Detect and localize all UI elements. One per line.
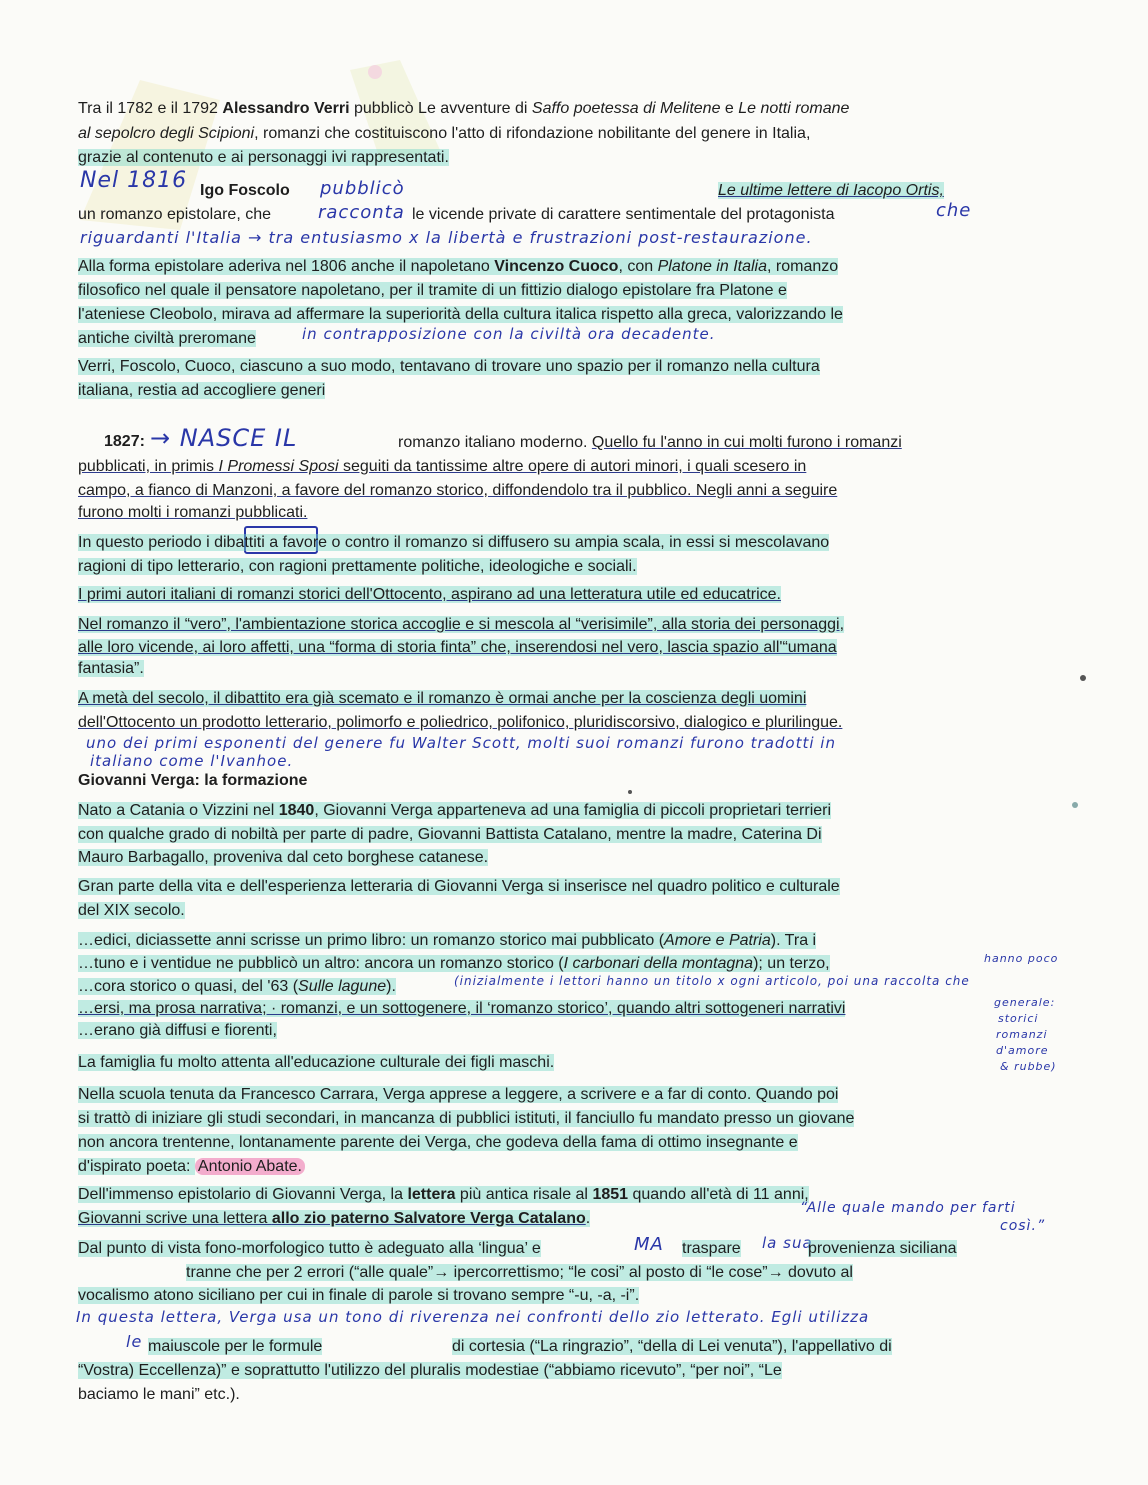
p7-line1 [78, 584, 988, 606]
text: Nato a Catania o Vizzini nel [78, 802, 279, 819]
text: romanzo italiano moderno. [398, 434, 592, 451]
handwritten-pubblico: pubblicò [320, 178, 405, 199]
text: Quello fu l'anno in cui molti furono i romanzi [591, 434, 902, 451]
name-highlight: Antonio Abate. [195, 1158, 305, 1175]
text: di cortesia (“La ringrazio”, “della di Lei venuta”), l'appellativo di [452, 1338, 892, 1355]
text: La famiglia fu molto attenta all'educazione culturale dei figli maschi. [78, 1054, 555, 1071]
text: I primi autori italiani di romanzi storici dell'Ottocento, aspirano ad una letteratura utile ed educatrice. [78, 586, 781, 603]
p12-line1 [78, 930, 988, 952]
handwritten-margin-4: romanzi [996, 1028, 1048, 1041]
p12-line4 [78, 998, 988, 1020]
p13-line1 [78, 1052, 988, 1074]
text: italiana, restia ad accogliere generi [78, 382, 326, 399]
text: un romanzo epistolare, che [78, 206, 271, 223]
handwritten-in-questa-lettera: In questa lettera, Verga usa un tono di riverenza nei confronti dello zio letterato. Egli utilizza [76, 1308, 870, 1326]
p1-line2 [78, 123, 988, 145]
text: del XIX secolo. [78, 902, 185, 919]
p15-line2 [78, 1208, 778, 1230]
text: quando all'età di 11 anni, [628, 1186, 809, 1203]
p5-line1 [398, 432, 988, 454]
text: , romanzo [767, 258, 839, 275]
text: maiuscole per le formule [148, 1338, 323, 1355]
text: si trattò di iniziare gli studi secondari, in mancanza di pubblici istituti, il fanciullo fu mandato presso un giovane [78, 1110, 855, 1127]
text: A metà del secolo, il dibattito era già scemato e il romanzo è ormai anche per la coscienza degli uomini [78, 690, 807, 707]
p12-line3 [78, 976, 458, 998]
author-name: Vincenzo Cuoco [494, 258, 619, 275]
year: 1840 [278, 802, 315, 819]
text: più antica risale al [455, 1186, 593, 1203]
text: l'ateniese Cleobolo, mirava ad affermare la superiorità della cultura italica rispetto alla greca, valorizzando le [78, 306, 843, 323]
p16-line1c [808, 1238, 998, 1260]
book-title: Sulle lagune [298, 978, 387, 995]
p14-line3 [78, 1132, 988, 1154]
text: In questo periodo i dibattiti a favore o contro il romanzo si diffusero su ampia scala, in essi si mescolavano [78, 534, 830, 551]
p11-line2 [78, 900, 988, 922]
p5-line4 [78, 502, 988, 524]
p3-line1 [78, 256, 988, 278]
p11-line1 [78, 876, 988, 898]
p3-line2 [78, 280, 988, 302]
p5-line2 [78, 456, 988, 478]
text: fantasia”. [78, 660, 144, 677]
p6-line1 [78, 532, 988, 554]
p1-line1 [78, 98, 988, 120]
p2-author [200, 180, 320, 202]
p1-line3 [78, 147, 988, 169]
p10-line2 [78, 824, 988, 846]
text: furono molti i romanzi pubblicati. [78, 504, 308, 521]
book-title: Le notti romane [738, 100, 850, 117]
stray-mark [1080, 675, 1086, 681]
text: seguiti da tantissime altre opere di autori minori, i quali scesero in [338, 458, 807, 475]
book-title: Platone in Italia [657, 258, 767, 275]
p16-line2 [186, 1262, 986, 1284]
p5-line3 [78, 480, 988, 502]
author-name: Igo Foscolo [200, 182, 290, 199]
book-title: I Promessi Sposi [218, 458, 339, 475]
handwritten-racconta: racconta [318, 202, 405, 223]
handwritten-margin-1: hanno poco [984, 952, 1059, 965]
section-title [78, 770, 988, 792]
p2-line2b [412, 204, 932, 226]
text: Nel romanzo il “vero”, l'ambientazione storica accoglie e si mescola al “verisimile”, alla storia dei personaggi, [78, 616, 845, 633]
text: , romanzi che costituiscono l'atto di rifondazione nobilitante del genere in Italia, [254, 125, 811, 142]
text: grazie al contenuto e ai personaggi ivi rappresentati. [78, 149, 449, 166]
handwritten-note-italia: riguardanti l'Italia → tra entusiasmo x la libertà e frustrazioni post-restaurazione. [80, 228, 813, 247]
text: ragioni di tipo letterario, con ragioni prettamente politiche, ideologiche e sociali. [78, 558, 637, 575]
p14-line4 [78, 1156, 988, 1178]
p16-line5a [148, 1336, 398, 1358]
bold-name: allo zio paterno Salvatore Verga Catalano [271, 1210, 586, 1227]
text: alle loro vicende, ai loro affetti, una “forma di storia finta” che, inserendosi nel vero, lascia spazio all'“umana [78, 639, 837, 656]
text: , con [618, 258, 658, 275]
p2-title [718, 180, 988, 202]
text: baciamo le mani” etc.). [78, 1386, 240, 1403]
handwritten-la-sua: la sua [762, 1234, 813, 1252]
year: 1851 [592, 1186, 629, 1203]
text: …ersi, ma prosa narrativa; · romanzi, e un sottogenere, il ‘romanzo storico’, quando altri sottogeneri narrativi [78, 1000, 846, 1017]
handwritten-contrapposizione: in contrapposizione con la civiltà ora decadente. [302, 325, 716, 343]
p12-line2 [78, 953, 988, 975]
handwritten-year: Nel 1816 [80, 168, 188, 193]
handwritten-ivanhoe: italiano come l'Ivanhoe. [90, 752, 294, 770]
text: …cora storico o quasi, del '63 ( [78, 978, 299, 995]
text: antiche civiltà preromane [78, 330, 256, 347]
text: …edici, diciassette anni scrisse un primo libro: un romanzo storico mai pubblicato ( [78, 932, 665, 949]
p8-line2 [78, 637, 988, 659]
p12-line5 [78, 1020, 988, 1042]
text: “Vostra) Eccellenza)” e soprattutto l'utilizzo del pluralis modestiae (“abbiamo ricevuto”, “per noi”, “Le [78, 1362, 782, 1379]
text: e [720, 100, 739, 117]
handwritten-alle-quale: “Alle quale mando per farti [800, 1200, 1016, 1216]
text: Tra il 1782 e il 1792 [78, 100, 223, 117]
p16-line3 [78, 1285, 988, 1307]
text: le vicende private di carattere sentimentale del protagonista [412, 206, 835, 223]
handwritten-margin-6: & rubbe) [1000, 1060, 1057, 1073]
text: , Giovanni Verga apparteneva ad una famiglia di piccoli proprietari terrieri [314, 802, 832, 819]
text: Giovanni scrive una lettera [78, 1210, 272, 1227]
p10-line3 [78, 847, 988, 869]
stray-mark [1072, 802, 1078, 808]
handwritten-walter-scott: uno dei primi esponenti del genere fu Walter Scott, molti suoi romanzi furono tradotti in [86, 734, 836, 752]
text: tranne che per 2 errori (“alle quale”→ ipercorrettismo; “le cosi” al posto di “le cose”→ dovuto al [186, 1264, 853, 1281]
text: Dell'immenso epistolario di Giovanni Verga, la [78, 1186, 408, 1203]
text: Mauro Barbagallo, proveniva dal ceto borghese catanese. [78, 849, 489, 866]
book-title: Saffo poetessa di Melitene [531, 100, 721, 117]
text: vocalismo atono siciliano per cui in finale di parole si trovano sempre “-u, -a, -i”. [78, 1287, 640, 1304]
p4-line2 [78, 380, 988, 402]
book-title: I carbonari della montagna [563, 955, 754, 972]
handwritten-nasce: → NASCE IL [150, 424, 298, 452]
text: ); un terzo, [753, 955, 830, 972]
handwritten-margin-3: storici [998, 1012, 1039, 1025]
stray-mark [628, 790, 632, 794]
text: ). Tra i [770, 932, 817, 949]
p16-line6 [78, 1360, 988, 1382]
handwritten-inizialmente: (inizialmente i lettori hanno un titolo x ogni articolo, poi una raccolta che [454, 974, 970, 988]
text: Gran parte della vita e dell'esperienza letteraria di Giovanni Verga si inserisce nel quadro politico e culturale [78, 878, 840, 895]
year-label: 1827: [104, 433, 145, 450]
handwritten-cosi: così.” [1000, 1218, 1046, 1234]
text: Dal punto di vista fono-morfologico tutto è adeguato alla ‘lingua’ e [78, 1240, 541, 1257]
text: d'ispirato poeta: [78, 1158, 195, 1175]
text: Nella scuola tenuta da Francesco Carrara, Verga apprese a leggere, a scrivere e a far di conto. Quando poi [78, 1086, 839, 1103]
p9-line1 [78, 688, 988, 710]
text: …erano già diffusi e fiorenti, [78, 1022, 277, 1039]
p16-line1b [682, 1238, 762, 1260]
p16-line5b [452, 1336, 992, 1358]
p14-line1 [78, 1084, 988, 1106]
text: pubblicati, in primis [78, 458, 219, 475]
text: Verri, Foscolo, Cuoco, ciascuno a suo modo, tentavano di trovare uno spazio per il romanzo nella cultura [78, 358, 820, 375]
p6-line2 [78, 556, 988, 578]
text: Alla forma epistolare aderiva nel 1806 anche il napoletano [78, 258, 495, 275]
handwritten-margin-5: d'amore [996, 1044, 1049, 1057]
text: dell'Ottocento un prodotto letterario, polimorfo e poliedrico, polifonico, pluridiscorsivo, dialogico e plurilingue. [78, 714, 843, 731]
p8-line1 [78, 614, 988, 636]
text: filosofico nel quale il pensatore napoletano, per il tramite di un fittizio dialogo epistolare fra Platone e [78, 282, 787, 299]
handwritten-le: le [126, 1332, 143, 1351]
book-title: Le ultime lettere di Iacopo Ortis, [718, 182, 944, 199]
text: pubblicò Le avventure di [349, 100, 532, 117]
p14-line2 [78, 1108, 988, 1130]
text: con qualche grado di nobiltà per parte di padre, Giovanni Battista Catalano, mentre la madre, Caterina Di [78, 826, 822, 843]
text: provenienza siciliana [808, 1240, 957, 1257]
p16-line7 [78, 1384, 988, 1406]
author-name: Alessandro Verri [222, 100, 350, 117]
p16-line1a [78, 1238, 638, 1260]
book-title: Amore e Patria [664, 932, 771, 949]
handwritten-che: che [936, 200, 972, 221]
p3-line3 [78, 304, 988, 326]
p4-line1 [78, 356, 988, 378]
handwritten-ma: MA [634, 1234, 664, 1255]
bold-word: lettera [407, 1186, 456, 1203]
text: non ancora trentenne, lontanamente parente dei Verga, che godeva della fama di ottimo insegnante e [78, 1134, 798, 1151]
text: campo, a fianco di Manzoni, a favore del romanzo storico, diffondendolo tra il pubblico. Negli anni a seguire [78, 482, 838, 499]
text: ). [386, 978, 396, 995]
text: traspare [682, 1240, 741, 1257]
book-title: al sepolcro degli Scipioni [78, 125, 255, 142]
p9-line2 [78, 712, 988, 734]
text: . [585, 1210, 591, 1227]
p10-line1 [78, 800, 988, 822]
text: …tuno e i ventidue ne pubblicò un altro: ancora un romanzo storico ( [78, 955, 564, 972]
p8-line3 [78, 658, 988, 680]
handwritten-margin-2: generale: [994, 996, 1056, 1009]
heading-text: Giovanni Verga: la formazione [78, 772, 308, 789]
